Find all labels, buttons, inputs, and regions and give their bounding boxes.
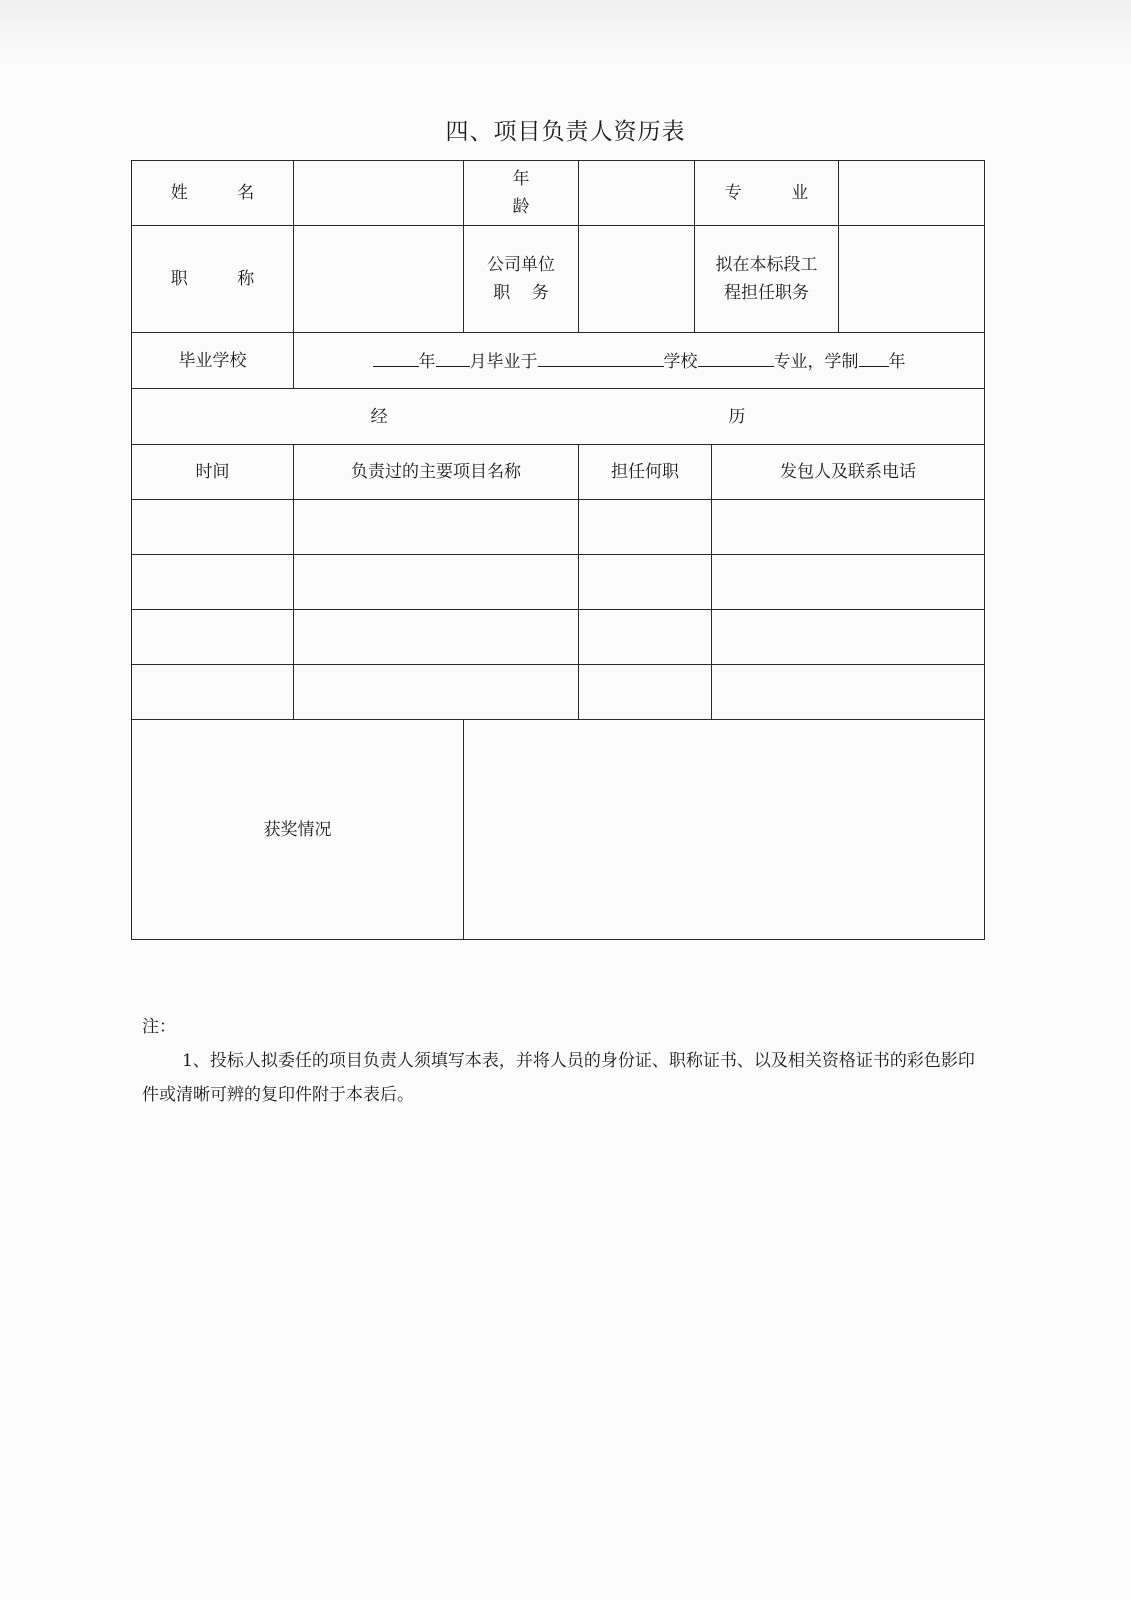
exp-role-cell[interactable] — [579, 665, 712, 720]
professional-title-label: 职 称 — [132, 226, 294, 333]
grad-duration-blank[interactable] — [859, 346, 889, 367]
proposed-role-label-line-1: 拟在本标段工 — [715, 255, 818, 275]
exp-role-cell[interactable] — [579, 555, 712, 610]
col-header-time: 时间 — [132, 445, 294, 500]
exp-contact-cell[interactable] — [712, 665, 985, 720]
company-position-label-line-2: 职 务 — [493, 283, 549, 303]
grad-duration-unit: 年 — [888, 351, 906, 372]
exp-role-cell[interactable] — [579, 500, 712, 555]
name-field[interactable] — [294, 161, 464, 226]
exp-project-cell[interactable] — [294, 500, 579, 555]
proposed-role-label — [695, 226, 839, 333]
company-position-label-line-1: 公司单位 — [487, 255, 555, 275]
basic-row-2 — [132, 226, 985, 333]
professional-title-field[interactable] — [294, 226, 464, 333]
grad-month-text: 月毕业于 — [469, 351, 538, 372]
scan-shadow — [0, 0, 1131, 60]
name-label: 姓 名 — [132, 161, 294, 226]
exp-contact-cell[interactable] — [712, 555, 985, 610]
grad-school-blank[interactable] — [538, 346, 664, 367]
proposed-role-label-line-2: 程担任职务 — [724, 283, 809, 303]
grad-month-blank[interactable] — [436, 346, 470, 367]
basic-row-1 — [132, 161, 985, 226]
exp-time-cell[interactable] — [132, 665, 294, 720]
exp-time-cell[interactable] — [132, 555, 294, 610]
grad-school-unit: 学校 — [663, 351, 698, 372]
notes-label: 注： — [142, 1017, 176, 1037]
graduation-row — [132, 333, 985, 389]
col-header-project-name: 负责过的主要项目名称 — [294, 445, 579, 500]
notes-item-1: 1、投标人拟委任的项目负责人须填写本表，并将人员的身份证、职称证书、以及相关资格证书的彩色影印件或清晰可辨的复印件附于本表后。 — [142, 1051, 975, 1105]
grad-year-blank[interactable] — [373, 346, 419, 367]
grad-major-blank[interactable] — [698, 346, 774, 367]
notes — [142, 1010, 982, 1112]
age-field[interactable] — [579, 161, 695, 226]
exp-project-cell[interactable] — [294, 665, 579, 720]
exp-project-cell[interactable] — [294, 555, 579, 610]
page-title: 四、项目负责人资历表 — [445, 119, 686, 145]
awards-row — [132, 720, 985, 940]
major-field[interactable] — [839, 161, 985, 226]
experience-heading-text: 经 历 — [370, 406, 856, 427]
awards-field[interactable] — [464, 720, 985, 940]
table-row — [132, 665, 985, 720]
graduation-line — [294, 333, 985, 389]
col-header-role: 担任何职 — [579, 445, 712, 500]
experience-header-row — [132, 445, 985, 500]
grad-major-text: 专业，学制 — [773, 351, 859, 372]
col-header-employer-contact: 发包人及联系电话 — [712, 445, 985, 500]
experience-heading — [132, 389, 985, 445]
exp-contact-cell[interactable] — [712, 610, 985, 665]
age-label: 年 龄 — [464, 161, 579, 226]
company-position-field[interactable] — [579, 226, 695, 333]
exp-role-cell[interactable] — [579, 610, 712, 665]
table-row — [132, 555, 985, 610]
experience-heading-row — [132, 389, 985, 445]
major-label: 专 业 — [695, 161, 839, 226]
company-position-label — [464, 226, 579, 333]
exp-time-cell[interactable] — [132, 500, 294, 555]
table-row — [132, 610, 985, 665]
grad-year-unit: 年 — [418, 351, 436, 372]
resume-table — [131, 160, 985, 940]
awards-label: 获奖情况 — [132, 720, 464, 940]
exp-contact-cell[interactable] — [712, 500, 985, 555]
exp-time-cell[interactable] — [132, 610, 294, 665]
table-row — [132, 500, 985, 555]
proposed-role-field[interactable] — [839, 226, 985, 333]
exp-project-cell[interactable] — [294, 610, 579, 665]
graduation-school-label: 毕业学校 — [132, 333, 294, 389]
